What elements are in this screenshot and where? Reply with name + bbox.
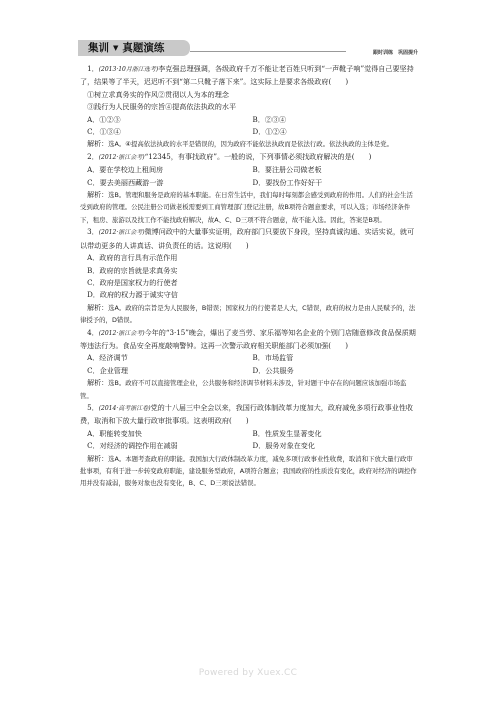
- question-1-item-b: ③践行为人民服务的宗旨④提高依法执政的水平: [87, 102, 237, 112]
- question-4-options-row2: [80, 365, 418, 377]
- question-3-analysis: 解析：选A。政府的宗旨是为人民服务，B错误；国家权力的行使者是人大，C错误，政府的权力是由人民赋予的，法律授予的，D错误。: [80, 303, 416, 325]
- banner-rule: [190, 51, 346, 52]
- option-c: C．对经济的调控作用在减弱: [87, 441, 178, 451]
- section-banner: [78, 40, 418, 56]
- question-5-stem: 5．(2014·高考浙江卷)党的十八届三中全会以来，我国行政体制改革力度加大，政府减免多项行政事业性收费，取消和下放大量行政审批事项。这表明政府( ): [80, 402, 414, 426]
- option-b: B．性质发生显著变化: [252, 428, 322, 438]
- question-2-analysis: 解析：选B。管理和服务是政府的基本职能。在日常生活中，我们每时每刻都会感受到政府的作用。人们的社会生活受到政府的管理。公民注册公司做老板需要到工商管理部门登记注册，故B项符合题意要求，可以入选；市场经济条件下，租房、旅游以及找工作不能找政府解决，故A、C、D三项不符合题意，故不能入选。因此，答案是B项。: [80, 191, 413, 224]
- option-b: B．要注册公司做老板: [252, 165, 322, 175]
- option-a: A．①②③: [87, 114, 121, 124]
- option-d: D．公共服务: [252, 365, 294, 375]
- question-5-options-row1: [80, 428, 418, 440]
- option-a: A．职能转变加快: [87, 428, 142, 438]
- question-1-analysis: 解析：选A。④提高依法执政的水平是错误的，因为政府不能依法执政而是依法行政。依法执政的主体是党。: [87, 140, 393, 149]
- option-b: B．政府的宗旨就是求真务实: [87, 265, 178, 275]
- question-3-stem: 3．(2012·浙江会考)微博问政中的大量事实证明，政府部门只要放下身段，坚持真诚沟通、实话实说，就可以带动更多的人讲真话、讲负责任的话。这说明( ): [80, 227, 415, 250]
- watermark: Powered by Xuex.CC: [198, 668, 298, 678]
- question-4-options-row1: [80, 352, 418, 364]
- question-list: [80, 63, 418, 490]
- banner-left-word: 集训: [88, 42, 109, 54]
- option-d: D．要找份工作好好干: [252, 177, 323, 187]
- option-c: C．政府是国家权力的行使者: [87, 277, 178, 287]
- question-4-stem: 4．(2012·浙江会考)今年的“3·15”晚会，爆出了麦当劳、家乐福等知名企业的个别门店随意修改食品保质期等违法行为。食品安全再度敲响警钟。这再一次警示政府相关职能部门必须加强( ): [80, 327, 416, 350]
- question-2-stem: 2．(2012·浙江会考)“12345，有事找政府”。一般的说，下列事情必须找政府解决的是( ): [87, 151, 372, 161]
- option-c: C．①③④: [87, 127, 121, 137]
- banner-right-caption: 跟时训练 巩固提升: [372, 50, 418, 56]
- option-a: A．要在学校边上租间房: [87, 165, 164, 175]
- option-c: C．要去美丽西藏游一游: [87, 177, 164, 187]
- question-1-options-row1: [80, 114, 418, 126]
- option-c: C．企业管理: [87, 365, 128, 375]
- banner-main-title: 真题演练: [122, 42, 165, 54]
- option-d: D．政府的权力源于诚实守信: [87, 290, 178, 300]
- option-d: D．服务对象在变化: [252, 441, 315, 451]
- option-b: B．②③④: [252, 114, 287, 124]
- option-a: A．政府的言行具有示范作用: [87, 253, 178, 263]
- question-1-item-a: ①树立求真务实的作风②贯彻以人为本的理念: [87, 89, 229, 99]
- question-5-analysis: 解析：选A。本题考查政府的职能。我国加大行政体制改革力度，减免多项行政事业性收费，取消和下放大量行政审批事项，有利于进一步转变政府职能，建设服务型政府，A项符合题意；我国政府的性质没有变化，政府对经济的调控作用并没有减弱，服务对象也没有变化，B、C、D三项说法错误。: [80, 454, 417, 488]
- question-2-options-row2: [80, 177, 418, 189]
- option-d: D．①②④: [252, 127, 287, 137]
- question-5-options-row2: [80, 440, 418, 452]
- option-a: A．经济调节: [87, 353, 128, 363]
- triangle-down-icon: ▼: [113, 44, 119, 52]
- question-1-stem: 1．(2013·10月浙江选考)李克强总理强调，各级政府千万不能让老百姓只听到“一声靴子响”觉得自己要坚持了，结果等了半天，迟迟听不到“第二只靴子落下来”。这实际上是要求各级政府( ): [80, 64, 414, 87]
- question-4-analysis: 解析：选B。政府不可以直接管理企业，公共服务和经济调节材料未涉及，针对题干中存在的问题应该加强市场监管。: [80, 379, 407, 400]
- question-1-options-row2: [80, 126, 418, 138]
- question-2-options-row1: [80, 164, 418, 176]
- option-b: B．市场监管: [252, 353, 294, 363]
- banner-title: [88, 40, 164, 56]
